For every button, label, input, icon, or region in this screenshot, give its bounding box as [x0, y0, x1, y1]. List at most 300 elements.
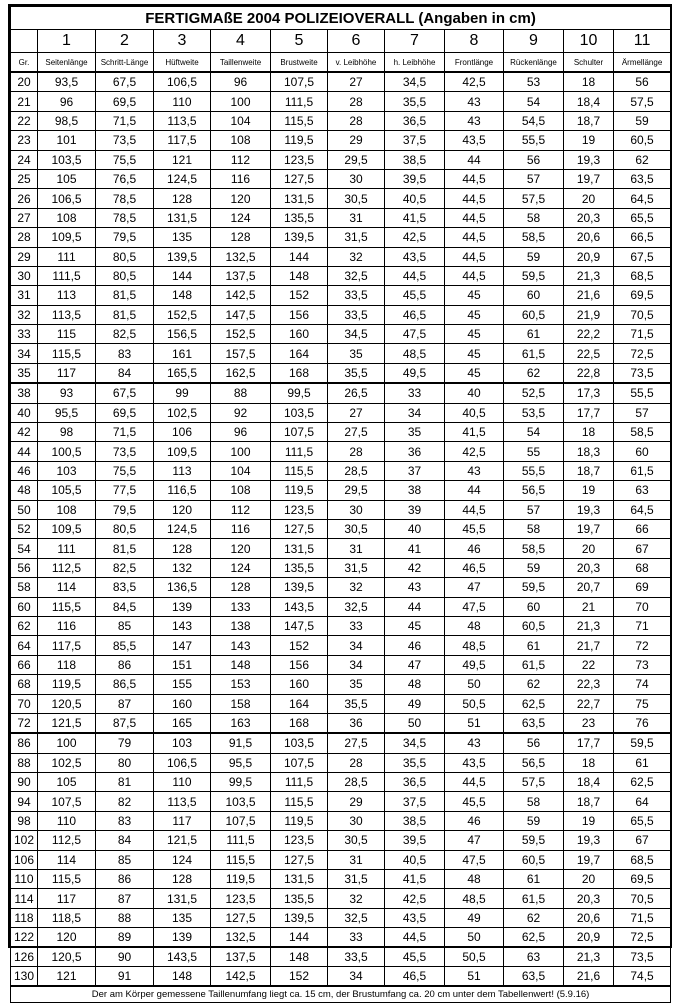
value-cell: 57 — [614, 403, 671, 422]
value-cell: 81,5 — [96, 305, 154, 324]
value-cell: 46 — [445, 539, 504, 558]
value-cell: 80 — [96, 753, 154, 772]
value-cell: 44,5 — [445, 773, 504, 792]
value-cell: 32 — [328, 578, 385, 597]
value-cell: 20 — [564, 189, 614, 208]
value-cell: 58,5 — [504, 539, 564, 558]
size-cell: 70 — [11, 694, 38, 713]
value-cell: 113 — [154, 461, 211, 480]
value-cell: 61,5 — [614, 461, 671, 480]
value-cell: 21,7 — [564, 636, 614, 655]
value-cell: 43,5 — [385, 247, 445, 266]
value-cell: 78,5 — [96, 208, 154, 227]
value-cell: 104 — [211, 461, 271, 480]
value-cell: 19,7 — [564, 850, 614, 869]
value-cell: 19,3 — [564, 500, 614, 519]
value-cell: 21,9 — [564, 305, 614, 324]
value-cell: 83,5 — [96, 578, 154, 597]
value-cell: 56 — [504, 733, 564, 753]
value-cell: 21,3 — [564, 616, 614, 635]
table-row — [11, 850, 671, 869]
value-cell: 62 — [504, 908, 564, 927]
value-cell: 121,5 — [154, 831, 211, 850]
value-cell: 100,5 — [38, 442, 96, 461]
value-cell: 158 — [211, 694, 271, 713]
value-cell: 44,5 — [445, 266, 504, 285]
value-cell: 83 — [96, 811, 154, 830]
value-cell: 65,5 — [614, 811, 671, 830]
value-cell: 50 — [445, 928, 504, 947]
value-cell: 47 — [445, 578, 504, 597]
value-cell: 105 — [38, 169, 96, 188]
table-row — [11, 247, 671, 266]
value-cell: 50,5 — [445, 947, 504, 966]
size-cell: 58 — [11, 578, 38, 597]
value-cell: 108 — [211, 131, 271, 150]
value-cell: 41,5 — [445, 423, 504, 442]
footer-note: Der am Körper gemessene Taillenumfang liegt ca. 15 cm, der Brustumfang ca. 20 cm unter dem Tabellenwert! (5.9.16) — [11, 986, 671, 1003]
value-cell: 116 — [38, 616, 96, 635]
value-cell: 111,5 — [271, 92, 328, 111]
value-cell: 93,5 — [38, 72, 96, 92]
value-cell: 47,5 — [385, 325, 445, 344]
value-cell: 50 — [445, 675, 504, 694]
value-cell: 163 — [211, 713, 271, 733]
value-cell: 34,5 — [385, 72, 445, 92]
value-cell: 42,5 — [445, 442, 504, 461]
value-cell: 115 — [38, 325, 96, 344]
table-row — [11, 266, 671, 285]
value-cell: 120 — [211, 539, 271, 558]
table-row — [11, 131, 671, 150]
size-cell: 72 — [11, 713, 38, 733]
value-cell: 112,5 — [38, 831, 96, 850]
value-cell: 18,4 — [564, 92, 614, 111]
value-cell: 18,4 — [564, 773, 614, 792]
value-cell: 113,5 — [154, 792, 211, 811]
value-cell: 60,5 — [504, 850, 564, 869]
size-cell: 126 — [11, 947, 38, 966]
value-cell: 71,5 — [96, 111, 154, 130]
value-cell: 143,5 — [271, 597, 328, 616]
value-cell: 132,5 — [211, 247, 271, 266]
value-cell: 46 — [445, 811, 504, 830]
table-row — [11, 461, 671, 480]
value-cell: 67,5 — [96, 72, 154, 92]
value-cell: 50 — [385, 713, 445, 733]
value-cell: 37 — [385, 461, 445, 480]
value-cell: 22,5 — [564, 344, 614, 363]
value-cell: 48 — [385, 675, 445, 694]
value-cell: 27,5 — [328, 423, 385, 442]
value-cell: 117 — [38, 363, 96, 383]
column-number: 3 — [154, 30, 211, 53]
value-cell: 112,5 — [38, 558, 96, 577]
value-cell: 52,5 — [504, 383, 564, 403]
value-cell: 68,5 — [614, 266, 671, 285]
value-cell: 56 — [504, 150, 564, 169]
value-cell: 120,5 — [38, 947, 96, 966]
value-cell: 127,5 — [271, 850, 328, 869]
value-cell: 53 — [504, 72, 564, 92]
value-cell: 81 — [96, 773, 154, 792]
value-cell: 135,5 — [271, 558, 328, 577]
size-cell: 35 — [11, 363, 38, 383]
value-cell: 142,5 — [211, 286, 271, 305]
value-cell: 152,5 — [154, 305, 211, 324]
size-label: Gr. — [11, 53, 38, 73]
value-cell: 36 — [385, 442, 445, 461]
value-cell: 31 — [328, 208, 385, 227]
value-cell: 18,3 — [564, 442, 614, 461]
size-cell: 26 — [11, 189, 38, 208]
value-cell: 42,5 — [445, 72, 504, 92]
value-cell: 101 — [38, 131, 96, 150]
size-cell: 118 — [11, 908, 38, 927]
value-cell: 82 — [96, 792, 154, 811]
size-cell: 22 — [11, 111, 38, 130]
value-cell: 127,5 — [211, 908, 271, 927]
value-cell: 37,5 — [385, 131, 445, 150]
value-cell: 131,5 — [271, 189, 328, 208]
value-cell: 135,5 — [271, 889, 328, 908]
value-cell: 81,5 — [96, 286, 154, 305]
value-cell: 71,5 — [614, 325, 671, 344]
value-cell: 59,5 — [504, 831, 564, 850]
size-cell: 90 — [11, 773, 38, 792]
value-cell: 80,5 — [96, 247, 154, 266]
value-cell: 72 — [614, 636, 671, 655]
value-cell: 36 — [328, 713, 385, 733]
value-cell: 95,5 — [211, 753, 271, 772]
value-cell: 121 — [154, 150, 211, 169]
column-number: 2 — [96, 30, 154, 53]
table-row — [11, 713, 671, 733]
value-cell: 81,5 — [96, 539, 154, 558]
value-cell: 45 — [445, 325, 504, 344]
table-row — [11, 189, 671, 208]
value-cell: 120,5 — [38, 694, 96, 713]
value-cell: 43 — [385, 578, 445, 597]
table-row — [11, 305, 671, 324]
table-row — [11, 694, 671, 713]
value-cell: 117 — [38, 889, 96, 908]
value-cell: 152 — [271, 966, 328, 986]
value-cell: 110 — [154, 92, 211, 111]
value-cell: 91 — [96, 966, 154, 986]
value-cell: 42 — [385, 558, 445, 577]
value-cell: 168 — [271, 713, 328, 733]
value-cell: 33 — [385, 383, 445, 403]
value-cell: 47 — [445, 831, 504, 850]
value-cell: 67 — [614, 831, 671, 850]
value-cell: 119,5 — [211, 870, 271, 889]
size-cell: 102 — [11, 831, 38, 850]
value-cell: 34 — [328, 655, 385, 674]
value-cell: 71,5 — [614, 908, 671, 927]
value-cell: 40,5 — [385, 850, 445, 869]
value-cell: 124,5 — [154, 169, 211, 188]
value-cell: 123,5 — [211, 889, 271, 908]
value-cell: 42,5 — [385, 228, 445, 247]
value-cell: 121,5 — [38, 713, 96, 733]
value-cell: 103 — [154, 733, 211, 753]
size-group — [11, 733, 671, 986]
value-cell: 67,5 — [96, 383, 154, 403]
value-cell: 19,7 — [564, 519, 614, 538]
table-row — [11, 92, 671, 111]
size-cell: 34 — [11, 344, 38, 363]
column-number: 4 — [211, 30, 271, 53]
value-cell: 124 — [211, 208, 271, 227]
value-cell: 66 — [614, 519, 671, 538]
value-cell: 20,6 — [564, 228, 614, 247]
value-cell: 60,5 — [504, 616, 564, 635]
value-cell: 59 — [504, 558, 564, 577]
value-cell: 74,5 — [614, 966, 671, 986]
table-row — [11, 442, 671, 461]
value-cell: 128 — [211, 228, 271, 247]
value-cell: 17,7 — [564, 403, 614, 422]
size-cell: 20 — [11, 72, 38, 92]
value-cell: 135 — [154, 908, 211, 927]
value-cell: 63,5 — [504, 713, 564, 733]
value-cell: 102,5 — [38, 753, 96, 772]
value-cell: 47,5 — [445, 850, 504, 869]
value-cell: 31,5 — [328, 558, 385, 577]
value-cell: 49 — [385, 694, 445, 713]
value-cell: 19 — [564, 131, 614, 150]
value-cell: 31,5 — [328, 228, 385, 247]
value-cell: 19,3 — [564, 831, 614, 850]
value-cell: 139,5 — [271, 578, 328, 597]
value-cell: 32,5 — [328, 266, 385, 285]
value-cell: 38 — [385, 481, 445, 500]
value-cell: 47,5 — [445, 597, 504, 616]
value-cell: 18,7 — [564, 111, 614, 130]
value-cell: 84,5 — [96, 597, 154, 616]
value-cell: 43 — [445, 733, 504, 753]
value-cell: 152,5 — [211, 325, 271, 344]
value-cell: 153 — [211, 675, 271, 694]
value-cell: 20 — [564, 539, 614, 558]
value-cell: 20,9 — [564, 247, 614, 266]
value-cell: 67 — [614, 539, 671, 558]
value-cell: 70,5 — [614, 305, 671, 324]
value-cell: 123,5 — [271, 831, 328, 850]
value-cell: 56,5 — [504, 753, 564, 772]
value-cell: 40 — [445, 383, 504, 403]
value-cell: 48,5 — [445, 636, 504, 655]
value-cell: 139,5 — [154, 247, 211, 266]
value-cell: 54 — [504, 92, 564, 111]
value-cell: 44,5 — [445, 500, 504, 519]
value-cell: 106,5 — [154, 753, 211, 772]
value-cell: 115,5 — [38, 344, 96, 363]
value-cell: 109,5 — [38, 519, 96, 538]
value-cell: 32 — [328, 247, 385, 266]
value-cell: 56,5 — [504, 481, 564, 500]
value-cell: 112 — [211, 150, 271, 169]
value-cell: 44,5 — [445, 189, 504, 208]
value-cell: 73,5 — [614, 363, 671, 383]
measurement-sheet — [8, 4, 672, 1001]
value-cell: 18,7 — [564, 792, 614, 811]
value-cell: 21,6 — [564, 286, 614, 305]
column-label: Seitenlänge — [38, 53, 96, 73]
value-cell: 135 — [154, 228, 211, 247]
value-cell: 49,5 — [445, 655, 504, 674]
value-cell: 66,5 — [614, 228, 671, 247]
value-cell: 39,5 — [385, 831, 445, 850]
table-row — [11, 150, 671, 169]
value-cell: 115,5 — [38, 597, 96, 616]
value-cell: 27 — [328, 72, 385, 92]
value-cell: 45,5 — [385, 286, 445, 305]
table-row — [11, 423, 671, 442]
value-cell: 60,5 — [614, 131, 671, 150]
value-cell: 139,5 — [271, 908, 328, 927]
value-cell: 131,5 — [271, 539, 328, 558]
value-cell: 107,5 — [271, 753, 328, 772]
value-cell: 58 — [504, 208, 564, 227]
size-cell: 66 — [11, 655, 38, 674]
value-cell: 57 — [504, 169, 564, 188]
value-cell: 45 — [385, 616, 445, 635]
value-cell: 35,5 — [385, 92, 445, 111]
table-row — [11, 325, 671, 344]
value-cell: 28 — [328, 442, 385, 461]
value-cell: 108 — [211, 481, 271, 500]
value-cell: 88 — [96, 908, 154, 927]
value-cell: 103 — [38, 461, 96, 480]
value-cell: 38,5 — [385, 811, 445, 830]
value-cell: 84 — [96, 831, 154, 850]
value-cell: 132 — [154, 558, 211, 577]
column-number: 8 — [445, 30, 504, 53]
value-cell: 77,5 — [96, 481, 154, 500]
value-cell: 18,7 — [564, 461, 614, 480]
column-label: Frontlänge — [445, 53, 504, 73]
value-cell: 111,5 — [271, 773, 328, 792]
value-cell: 148 — [271, 947, 328, 966]
value-cell: 46,5 — [385, 966, 445, 986]
value-cell: 124,5 — [154, 519, 211, 538]
value-cell: 96 — [38, 92, 96, 111]
value-cell: 33,5 — [328, 947, 385, 966]
value-cell: 22,3 — [564, 675, 614, 694]
value-cell: 100 — [38, 733, 96, 753]
value-cell: 46,5 — [445, 558, 504, 577]
value-cell: 148 — [154, 966, 211, 986]
table-title: FERTIGMAßE 2004 POLIZEIOVERALL (Angaben in cm) — [11, 7, 671, 30]
value-cell: 20,3 — [564, 208, 614, 227]
value-cell: 62,5 — [614, 773, 671, 792]
value-cell: 21 — [564, 597, 614, 616]
value-cell: 55,5 — [504, 131, 564, 150]
value-cell: 18 — [564, 72, 614, 92]
value-cell: 30,5 — [328, 519, 385, 538]
value-cell: 98,5 — [38, 111, 96, 130]
value-cell: 148 — [154, 286, 211, 305]
value-cell: 119,5 — [271, 131, 328, 150]
value-cell: 62,5 — [504, 694, 564, 713]
value-cell: 17,3 — [564, 383, 614, 403]
value-cell: 38,5 — [385, 150, 445, 169]
value-cell: 62 — [614, 150, 671, 169]
value-cell: 160 — [271, 325, 328, 344]
table-row — [11, 539, 671, 558]
value-cell: 119,5 — [38, 675, 96, 694]
value-cell: 96 — [211, 423, 271, 442]
value-cell: 79 — [96, 733, 154, 753]
size-cell: 27 — [11, 208, 38, 227]
value-cell: 147,5 — [271, 616, 328, 635]
value-cell: 22,2 — [564, 325, 614, 344]
value-cell: 113,5 — [38, 305, 96, 324]
value-cell: 137,5 — [211, 266, 271, 285]
value-cell: 45 — [445, 344, 504, 363]
value-cell: 29,5 — [328, 481, 385, 500]
value-cell: 160 — [271, 675, 328, 694]
value-cell: 28 — [328, 753, 385, 772]
column-label: Brustweite — [271, 53, 328, 73]
size-cell: 86 — [11, 733, 38, 753]
value-cell: 18 — [564, 423, 614, 442]
value-cell: 21,3 — [564, 266, 614, 285]
value-cell: 72,5 — [614, 344, 671, 363]
table-row — [11, 889, 671, 908]
value-cell: 86,5 — [96, 675, 154, 694]
value-cell: 23 — [564, 713, 614, 733]
value-cell: 111 — [38, 539, 96, 558]
column-label-row — [11, 53, 671, 73]
value-cell: 30 — [328, 169, 385, 188]
size-cell: 68 — [11, 675, 38, 694]
value-cell: 19 — [564, 481, 614, 500]
size-cell: 31 — [11, 286, 38, 305]
value-cell: 85 — [96, 850, 154, 869]
value-cell: 95,5 — [38, 403, 96, 422]
value-cell: 31,5 — [328, 870, 385, 889]
value-cell: 44,5 — [445, 228, 504, 247]
value-cell: 35,5 — [328, 363, 385, 383]
value-cell: 60 — [504, 286, 564, 305]
value-cell: 139 — [154, 928, 211, 947]
value-cell: 32 — [328, 889, 385, 908]
value-cell: 57,5 — [504, 773, 564, 792]
value-cell: 73,5 — [96, 131, 154, 150]
value-cell: 36,5 — [385, 773, 445, 792]
size-cell: 23 — [11, 131, 38, 150]
size-cell: 98 — [11, 811, 38, 830]
table-row — [11, 481, 671, 500]
value-cell: 116 — [211, 169, 271, 188]
value-cell: 84 — [96, 363, 154, 383]
size-cell: 60 — [11, 597, 38, 616]
table-row — [11, 675, 671, 694]
value-cell: 35 — [328, 675, 385, 694]
value-cell: 152 — [271, 286, 328, 305]
column-label: Rückenlänge — [504, 53, 564, 73]
value-cell: 46 — [385, 636, 445, 655]
size-cell: 94 — [11, 792, 38, 811]
value-cell: 117,5 — [154, 131, 211, 150]
value-cell: 100 — [211, 92, 271, 111]
value-cell: 20,3 — [564, 889, 614, 908]
value-cell: 110 — [154, 773, 211, 792]
value-cell: 30,5 — [328, 831, 385, 850]
